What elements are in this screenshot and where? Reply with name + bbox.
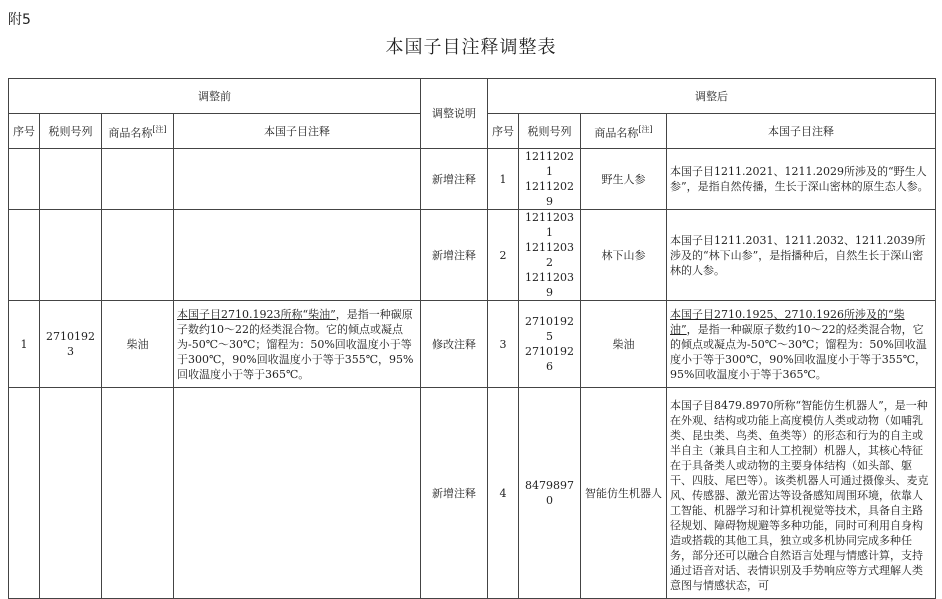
table-row — [9, 301, 936, 388]
after-tariff — [519, 149, 581, 210]
adjust-note: 修改注释 — [421, 301, 488, 388]
after-annotation: 本国子目1211.2031、1211.2032、1211.2039所涉及的“林下山参”，是指播种后，自然生长于深山密林的人参。 — [667, 210, 936, 301]
header-name-after-text: 商品名称 — [594, 126, 639, 140]
after-name: 林下山参 — [581, 210, 667, 301]
header-tariff: 税则号列 — [40, 114, 102, 149]
after-tariff — [519, 388, 581, 599]
after-name: 野生人参 — [581, 149, 667, 210]
after-seq: 1 — [488, 149, 519, 210]
before-annotation — [174, 388, 421, 599]
header-tariff-after: 税则号列 — [519, 114, 581, 149]
header-before: 调整前 — [9, 79, 421, 114]
after-name: 柴油 — [581, 301, 667, 388]
header-annotation-after: 本国子目注释 — [667, 114, 936, 149]
tariff-code: 27101925 — [525, 315, 574, 343]
adjust-note: 新增注释 — [421, 210, 488, 301]
tariff-code: 12112021 — [525, 150, 574, 178]
before-name: 柴油 — [102, 301, 174, 388]
after-annotation: 本国子目1211.2021、1211.2029所涉及的“野生人参”，是指自然传播，生长于深山密林的原生态人参。 — [667, 149, 936, 210]
table-row — [9, 149, 936, 210]
tariff-code: 12112032 — [525, 241, 574, 269]
adjustment-table — [8, 78, 936, 599]
header-group-row — [9, 79, 936, 114]
header-name-after-footnote: [注] — [638, 124, 653, 134]
after-annotation-text: ，是指一种碳原子数约10～22的烃类混合物，它的倾点或凝点为-50℃～30℃；馏程为：50%回收温度小于等于300℃，90%回收温度小于等于355℃，95%回收温度小于等于365℃。 — [670, 322, 927, 381]
adjust-note: 新增注释 — [421, 149, 488, 210]
tariff-code: 12112029 — [525, 180, 574, 208]
after-tariff — [519, 301, 581, 388]
appendix-label: 附5 — [8, 12, 31, 28]
header-after: 调整后 — [488, 79, 936, 114]
before-seq — [9, 149, 40, 210]
after-annotation: 本国子目8479.8970所称“智能仿生机器人”，是一种在外观、结构或功能上高度模仿人类或动物（如哺乳类、昆虫类、鸟类、鱼类等）的形态和行为的自主或半自主（兼具自主和人工控制）机器人，其核心特征在于具备类人或动物的主要身体结构（如头部、躯干、四肢、尾巴等）。该类机器人可通过摄像头、麦克风、传感器、激光雷达等设备感知周围环境，依靠人工智能、机器学习和计算机视觉等技术，具备自主路径规划、障碍物规避等多种功能，同时可利用自身构造或搭载的其他工具，独立或多机协同完成多种任务，部分还可以融合自然语言处理与情感计算，支持通过语音对话、表情识别及手势响应等方式理解人类意图与情感状态，可 — [667, 388, 936, 599]
before-annotation — [174, 210, 421, 301]
tariff-code: 12112039 — [525, 271, 574, 299]
after-seq: 3 — [488, 301, 519, 388]
before-annotation — [174, 301, 421, 388]
before-annotation-text: ，是指一种碳原子数约10～22的烃类混合物。它的倾点或凝点为-50℃～30℃；馏程为：50%回收温度小于等于300℃，90%回收温度小于等于355℃，95%回收温度小于等于365℃。 — [177, 307, 414, 381]
table-row — [9, 210, 936, 301]
after-annotation — [667, 301, 936, 388]
after-tariff — [519, 210, 581, 301]
header-name-after — [581, 114, 667, 149]
before-seq — [9, 388, 40, 599]
header-seq-after: 序号 — [488, 114, 519, 149]
tariff-code: 12112031 — [525, 211, 574, 239]
before-tariff: 27101923 — [40, 301, 102, 388]
header-note: 调整说明 — [421, 79, 488, 149]
before-name — [102, 149, 174, 210]
before-tariff — [40, 210, 102, 301]
after-seq: 4 — [488, 388, 519, 599]
adjust-note: 新增注释 — [421, 388, 488, 599]
header-name — [102, 114, 174, 149]
before-tariff — [40, 388, 102, 599]
header-seq: 序号 — [9, 114, 40, 149]
page-title: 本国子目注释调整表 — [385, 37, 557, 58]
after-name: 智能仿生机器人 — [581, 388, 667, 599]
before-annotation-underlined: 本国子目2710.1923所称“柴油” — [177, 307, 336, 321]
before-name — [102, 388, 174, 599]
before-name — [102, 210, 174, 301]
before-seq — [9, 210, 40, 301]
tariff-code: 27101926 — [525, 345, 574, 373]
after-annotation-underlined: 本国子目2710.1925、2710.1926所涉及的“柴油” — [670, 307, 905, 336]
header-annotation: 本国子目注释 — [174, 114, 421, 149]
header-name-text: 商品名称 — [108, 126, 153, 140]
header-name-footnote: [注] — [152, 124, 167, 134]
tariff-code: 84798970 — [525, 479, 574, 507]
table-row — [9, 388, 936, 599]
before-tariff — [40, 149, 102, 210]
before-annotation — [174, 149, 421, 210]
after-seq: 2 — [488, 210, 519, 301]
before-seq: 1 — [9, 301, 40, 388]
